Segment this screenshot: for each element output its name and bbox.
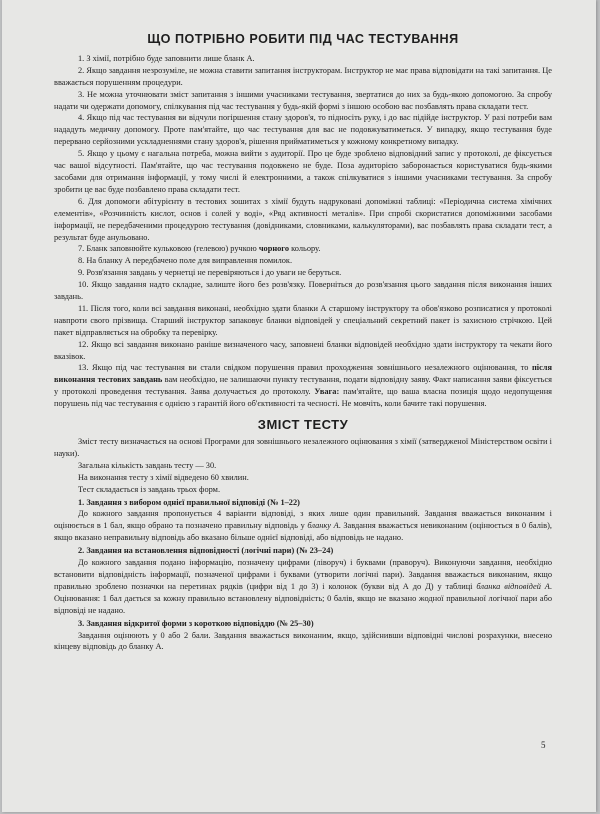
part-1-form-ref: бланку А — [307, 521, 339, 531]
part-3-text: Завдання оцінюють у 0 або 2 бали. Завдання вважається виконаним, якщо, здійснивши відповідні числові розрахунки, внесено кінцеву відповідь до бланку А. — [54, 630, 552, 652]
part-2-heading: 2. Завдання на встановлення відповідності (логічні пари) (№ 23–24) — [78, 546, 334, 556]
part-2-form-ref: бланка відповідей А — [476, 581, 550, 591]
part-1-heading: 1. Завдання з вибором однієї правильної відповіді (№ 1–22) — [78, 497, 300, 507]
intro-forms: Тест складається із завдань трьох форм. — [78, 484, 221, 494]
rule-13-text: 13. Якщо під час тестування ви стали свідком порушення правил проходження зовнішнього незалежного оцінювання, то — [78, 363, 532, 373]
intro-paragraph: Зміст тесту визначається на основі Програми для зовнішнього незалежного оцінювання з хімії (затвердженої Міністерством освіти і науки). — [54, 437, 552, 458]
rule-7-end: кольору. — [289, 244, 321, 254]
intro-time: На виконання тесту з хімії відведено 60 хвилин. — [78, 472, 249, 482]
rule-4: 4. Якщо під час тестування ви відчули погіршення стану здоров'я, то підносіть руку, і до вас підійде інструктор. У разі потреби вам нададуть медичну допомогу. Проте пам'ятайте, що час тестування для вас не подовжуватиметься. У випадку, якщо тестування буде перервано серйозними ускладненнями стану здоров'я, рішення прийматиметься у кожному конкретному випадку. — [54, 113, 552, 147]
part-1-text-start: До кожного завдання пропонується 4 варіанти відповіді, з яких лише один правильний. Завдання вважається виконаним і оцінюється в 1 бал, якщо обрано та позначено правильну відповідь у — [54, 509, 552, 531]
rule-7-text: 7. Бланк заповнюйте кульковою (гелевою) ручкою — [78, 244, 259, 254]
rule-13-end: пам'ятайте, що ваша власна позиція щодо недопущення порушень під час тестування є однією з гарантій його об'єктивності та чесності. Не мовчіть, коли бачите такі порушення. — [54, 387, 552, 409]
part-1-text-end: . Завдання вважається невиконаним (оцінюється в 0 балів), якщо вказано неправильну відповідь або вказано більше однієї відповіді, або відповідь не надано. — [54, 521, 552, 543]
rule-13-attention: Увага: — [314, 387, 340, 397]
page-content — [54, 34, 552, 653]
part-2-text-end: . Оцінювання: 1 бал дається за кожну правильно встановлену відповідність; 0 балів, якщо не вказано жодної правильної логічної пари або відповіді не надано. — [54, 581, 552, 615]
rule-5: 5. Якщо у цьому є нагальна потреба, можна вийти з аудиторії. Про це буде зроблено відповідний запис у протоколі, де фіксується час вашої відсутності. Пам'ятайте, що час тестування подовжено не буде. Поза аудиторією заборонається користуватися будь-якими засобами для отримання інформації, у тому числі й електронними, а також спілкуватися з іншими учасниками тестування. За спробу зробити це вас буде позбавлено права складати тест. — [54, 149, 552, 194]
rule-13 — [54, 362, 552, 410]
page-title: ЩО ПОТРІБНО РОБИТИ ПІД ЧАС ТЕСТУВАННЯ — [147, 32, 459, 46]
section-title: ЗМІСТ ТЕСТУ — [257, 417, 349, 433]
page-sheet — [2, 0, 596, 812]
rule-13-emphasis: після виконання тестових завдань — [54, 363, 552, 385]
part-3-heading: 3. Завдання відкритої форми з короткою відповіддю (№ 25–30) — [78, 618, 314, 628]
rule-2: 2. Якщо завдання незрозуміле, не можна ставити запитання інструкторам. Інструктор не має права відповідати на такі запитання. Це вважається порушенням процедури. — [54, 65, 552, 87]
part-2-text-start: До кожного завдання подано інформацію, позначену цифрами (ліворуч) і буквами (праворуч). Виконуючи завдання, необхідно встановити відповідність інформації, позначеної цифрами і буквами (утворити логічні пари). Завдання вважається виконаним, якщо правильно зроблено позначки на перетинах рядків (цифри від 1 до 3) і колонок (букви від А до Д) у таблиці — [54, 558, 552, 591]
rule-9: 9. Розв'язання завдань у чернетці не перевіряються і до уваги не беруться. — [78, 268, 342, 278]
rule-12: 12. Якщо всі завдання виконано раніше визначеного часу, заповнені бланки відповідей необхідно здати інструктору та чекати його вказівок. — [54, 339, 552, 361]
rule-10: 10. Якщо завдання надто складне, залиште його без розв'язку. Поверніться до розв'язання цього завдання після виконання інших завдань. — [54, 280, 552, 302]
part-2-text — [54, 557, 552, 617]
rule-6: 6. Для допомоги абітурієнту в тестових зошитах з хімії будуть надруковані допоміжні таблиці: «Періодична система хімічних елементів», «Розчинність кислот, основ і солей у воді», «Ряд активності металів». При спробі скористатися допоміжними засобами інформації, не передбаченими процедурою тестування (довідниками, словниками, калькуляторами), вас позбавлять права складати тест, а результат буде анульовано. — [54, 196, 552, 242]
part-1-text — [54, 508, 552, 544]
rule-11: 11. Після того, коли всі завдання виконані, необхідно здати бланки А старшому інструктору та обов'язково розписатися у протоколі навпроти свого прізвища. Старший інструктор запаковує бланки відповідей у спеціальний секретний пакет із захисною стрічкою. Цей пакет відправляється на обробку та перевірку. — [54, 303, 552, 337]
page-number: 5 — [541, 740, 546, 750]
rule-7 — [54, 243, 552, 255]
rule-1: 1. З хімії, потрібно буде заповнити лише бланк А. — [78, 53, 255, 63]
rule-7-emphasis: чорного — [258, 244, 290, 254]
intro-count: Загальна кількість завдань тесту — 30. — [78, 460, 217, 470]
rule-3: 3. Не можна уточнювати зміст запитання з іншими учасниками тестування, звертатися до них за будь-якою допомогою. За спробу надати чи одержати допомогу, спілкування під час тестування у будь-якій формі з іншою особою вас позбавлять права складати тест. — [54, 89, 552, 111]
rule-13-middle: вам необхідно, не залишаючи пункту тестування, подати відповідну заяву. Факт написання заяви фіксується у протоколі проведення тестування. Заява долучається до протоколу. — [54, 375, 552, 397]
rule-8: 8. На бланку А передбачено поле для виправлення помилок. — [78, 256, 293, 266]
